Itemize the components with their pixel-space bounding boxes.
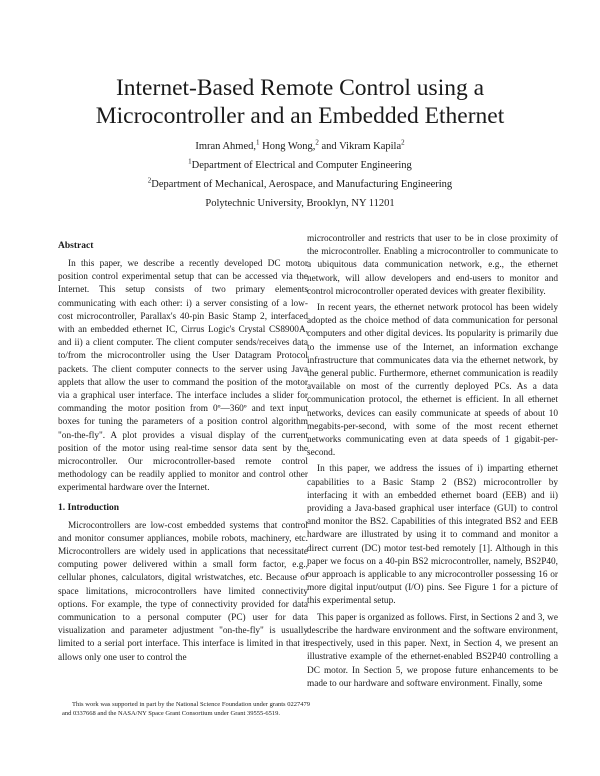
intro-paragraph-1: Microcontrollers are low-cost embedded systems that control and monitor consumer appliances, mobile robots, machinery, etc. Microcontrollers are widely used in applications that necessitate computing power delivered within a small form factor, e.g., cellular phones, calculators, digital wristwatches, etc. Because of space limitations, microcontrollers have limited connectivity options. For example, the type of connectivity provided for data communication to a personal computer (PC) user for data visualization and parameter adjustment "on-the-fly" is usually limited to a serial port interface. This interface is limited in that it allows only one user to control the [58, 520, 308, 663]
right-column [307, 233, 558, 694]
affiliation-2 [40, 175, 560, 194]
funding-footnote [62, 701, 310, 718]
author-2: Hong Wong, [259, 141, 316, 152]
paper-title [40, 74, 560, 130]
author-2-sup: 2 [315, 138, 319, 147]
right-paragraph-2: In this paper, we address the issues of i) imparting ethernet capabilities to a Basic Stamp 2 (BS2) microcontroller by interfacing it with an embedded ethernet board (EEB) and ii) providing a Java-based graphical user interface (GUI) to control and monitor the BS2. Capabilities of this integrated BS2 and EEB hardware are illustrated by using it to command and monitor a direct current (DC) motor test-bed remotely [1]. Although in this paper we focus on a 40-pin BS2 microcontroller, namely, BS2P40, our approach is applicable to any microcontroller possessing 16 or more digital input/output (I/O) pins. See Figure 1 for a picture of this experimental setup. [307, 464, 558, 607]
right-paragraph-0: microcontroller and restricts that user to be in close proximity of the microcontroller. Enabling a microcontroller to communicate to a ubiquitous data communication network, e.g., the ethernet network, will allow developers and end-users to monitor and control microcontroller operated devices with greater flexibility. [307, 234, 558, 297]
intro-heading: 1. Introduction [58, 502, 120, 513]
affiliation-1-sup: 1 [188, 157, 192, 166]
abstract-text: In this paper, we describe a recently developed DC motor position control experimental setup that can be accessed via the Internet. This setup consists of two primary elements communicating with each other: i) a server consisting of a low-cost microcontroller, Parallax's 40-pin Basic Stamp 2, interfaced with an embedded ethernet IC, Cirrus Logic's Crystal CS8900A, and ii) a client computer. The client computer sends/receives data to/from the microcontroller using the User Datagram Protocol packets. The client computer connects to the server using Java applets that allow the user to command the position of the motor via a graphical user interface. The interface includes a slider for commanding the motor position from 0º—360º and text input boxes for tuning the parameters of a position control algorithm "on-the-fly". A plot provides a visual display of the current position of the motor using real-time sensor data sent by the microcontroller. Our microcontroller-based remote control methodology can be readily applied to monitor and control other experimental hardware over the Internet. [58, 259, 308, 494]
affiliation-3: Polytechnic University, Brooklyn, NY 11201 [205, 198, 395, 209]
author-block [40, 137, 560, 213]
affiliation-2-sup: 2 [147, 176, 152, 185]
affiliation-1-text: Department of Electrical and Computer Engineering [191, 160, 412, 171]
title-line-1: Internet-Based Remote Control using a [115, 75, 485, 101]
affiliation-1 [40, 156, 560, 175]
right-paragraph-1: In recent years, the ethernet network protocol has been widely adopted as the choice method of data communication for personal computers and other digital devices. Its popularity is primarily due to the immense use of the Internet, an information exchange infrastructure that communicates data via the ethernet network, by the general public. Furthermore, ethernet communication is readily available on most of the currently deployed PCs. As a data communication protocol, the ethernet is efficient. In all ethernet networks, devices can easily communicate at speeds of about 10 megabits-per-second, with some of the most recent ethernet networks communicating even at data speeds of 1 gigabit-per-second. [307, 303, 558, 459]
title-line-2: Microcontroller and an Embedded Ethernet [95, 103, 505, 129]
right-paragraph-3: This paper is organized as follows. First, in Sections 2 and 3, we describe the hardware environment and the software environment, respectively, used in this paper. Next, in Section 4, we present an illustrative example of the ethernet-enabled BS2P40 controlling a DC motor. In Section 5, we propose future enhancements to be made to our hardware and software environment. Finally, some [307, 612, 558, 689]
author-3-sup: 2 [401, 138, 405, 147]
author-1-sup: 1 [256, 138, 260, 147]
author-list [40, 137, 560, 156]
abstract-heading: Abstract [58, 241, 94, 251]
affiliation-2-text: Department of Mechanical, Aerospace, and Manufacturing Engineering [151, 179, 453, 190]
author-3: and Vikram Kapila [318, 141, 402, 152]
left-column [58, 236, 308, 668]
author-1: Imran Ahmed, [195, 141, 257, 152]
footnote-text: This work was supported in part by the National Science Foundation under grants 0227479 and 0337668 and the NASA/NY Space Grant Consortium under Grant 39555-6519. [62, 701, 310, 717]
